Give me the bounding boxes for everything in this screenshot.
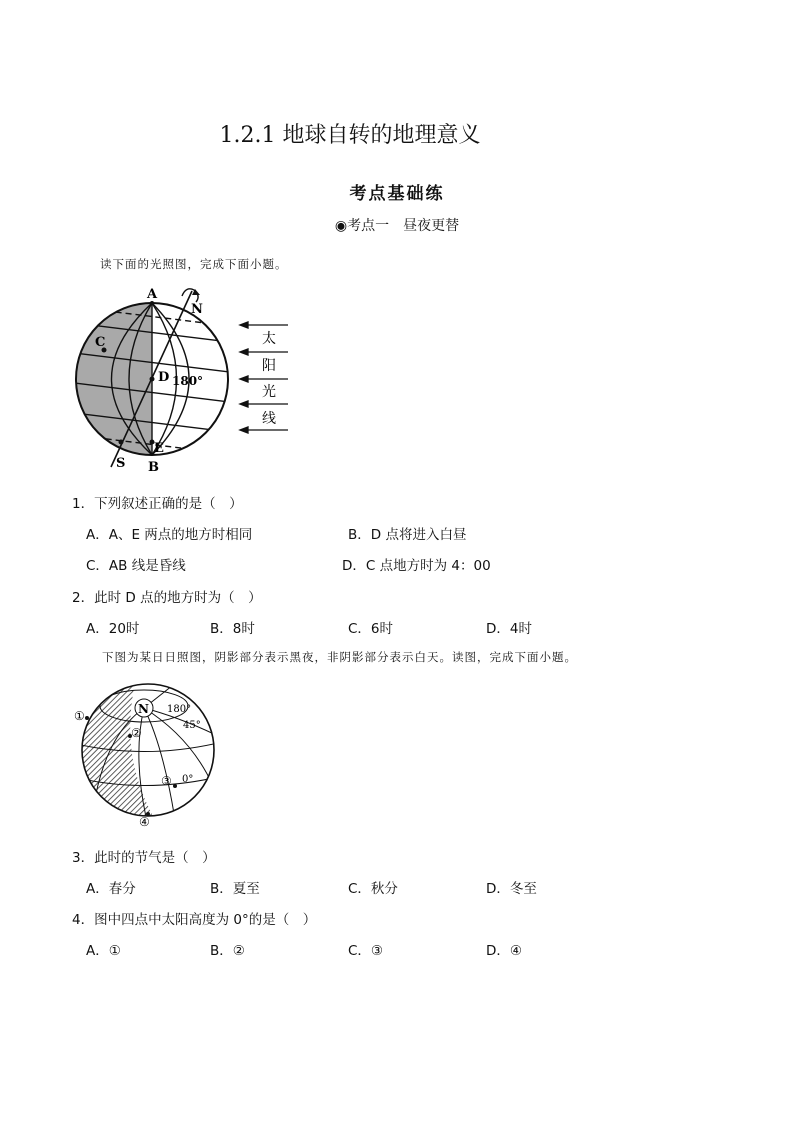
- q3-option-d: D．冬至: [486, 881, 537, 897]
- label-45: 45°: [183, 720, 201, 731]
- q2-option-c: C．6时: [348, 621, 394, 637]
- question-3: 3．此时的节气是（ ）: [72, 850, 216, 866]
- point-1: ①: [74, 709, 85, 723]
- intro-text-1: 读下面的光照图，完成下面小题。: [100, 257, 288, 271]
- sun-char-2: 阳: [262, 358, 276, 374]
- q1-option-b: B．D 点将进入白昼: [348, 527, 467, 543]
- label-C: C: [95, 335, 106, 350]
- label-N: N: [191, 302, 203, 317]
- q4-option-a: A．①: [86, 943, 121, 959]
- question-4: 4．图中四点中太阳高度为 0°的是（ ）: [72, 912, 317, 928]
- q1-option-d: D．C 点地方时为 4：00: [342, 558, 491, 574]
- label-N2: N: [138, 702, 149, 716]
- q1-option-c: C．AB 线是昏线: [86, 558, 186, 574]
- q4-option-c: C．③: [348, 943, 384, 959]
- point-4: ④: [139, 815, 150, 828]
- q4-option-b: B．②: [210, 943, 245, 959]
- label-B: B: [148, 460, 159, 474]
- topic-heading: ◉考点一 昼夜更替: [334, 218, 460, 234]
- label-D: D: [158, 370, 170, 385]
- label-A: A: [147, 287, 158, 302]
- q3-option-a: A．春分: [86, 881, 136, 897]
- intro-text-2: 下图为某日日照图，阴影部分表示黑夜，非阴影部分表示白天。读图，完成下面小题。: [102, 650, 577, 664]
- page-title: 1.2.1 地球自转的地理意义: [219, 123, 481, 148]
- label-E: E: [154, 441, 164, 456]
- label-180-2: 180°: [167, 704, 192, 715]
- sun-char-1: 太: [262, 331, 276, 347]
- sun-char-4: 线: [262, 411, 276, 427]
- q1-option-a: A．A、E 两点的地方时相同: [86, 527, 253, 543]
- q4-option-d: D．④: [486, 943, 522, 959]
- label-0: 0°: [182, 774, 194, 785]
- question-2: 2．此时 D 点的地方时为（ ）: [72, 590, 262, 606]
- point-2: ②: [131, 726, 142, 740]
- q2-option-d: D．4时: [486, 621, 532, 637]
- section-subtitle: 考点基础练: [349, 184, 445, 204]
- q2-option-b: B．8时: [210, 621, 255, 637]
- sun-char-3: 光: [262, 384, 276, 400]
- label-S: S: [116, 456, 126, 471]
- q3-option-c: C．秋分: [348, 881, 398, 897]
- point-3: ③: [161, 774, 172, 788]
- sunshine-diagram: [72, 678, 222, 828]
- label-180: 180°: [172, 374, 204, 388]
- illumination-diagram: [66, 282, 306, 474]
- q2-option-a: A．20时: [86, 621, 140, 637]
- question-1: 1．下列叙述正确的是（ ）: [72, 496, 243, 512]
- q3-option-b: B．夏至: [210, 881, 260, 897]
